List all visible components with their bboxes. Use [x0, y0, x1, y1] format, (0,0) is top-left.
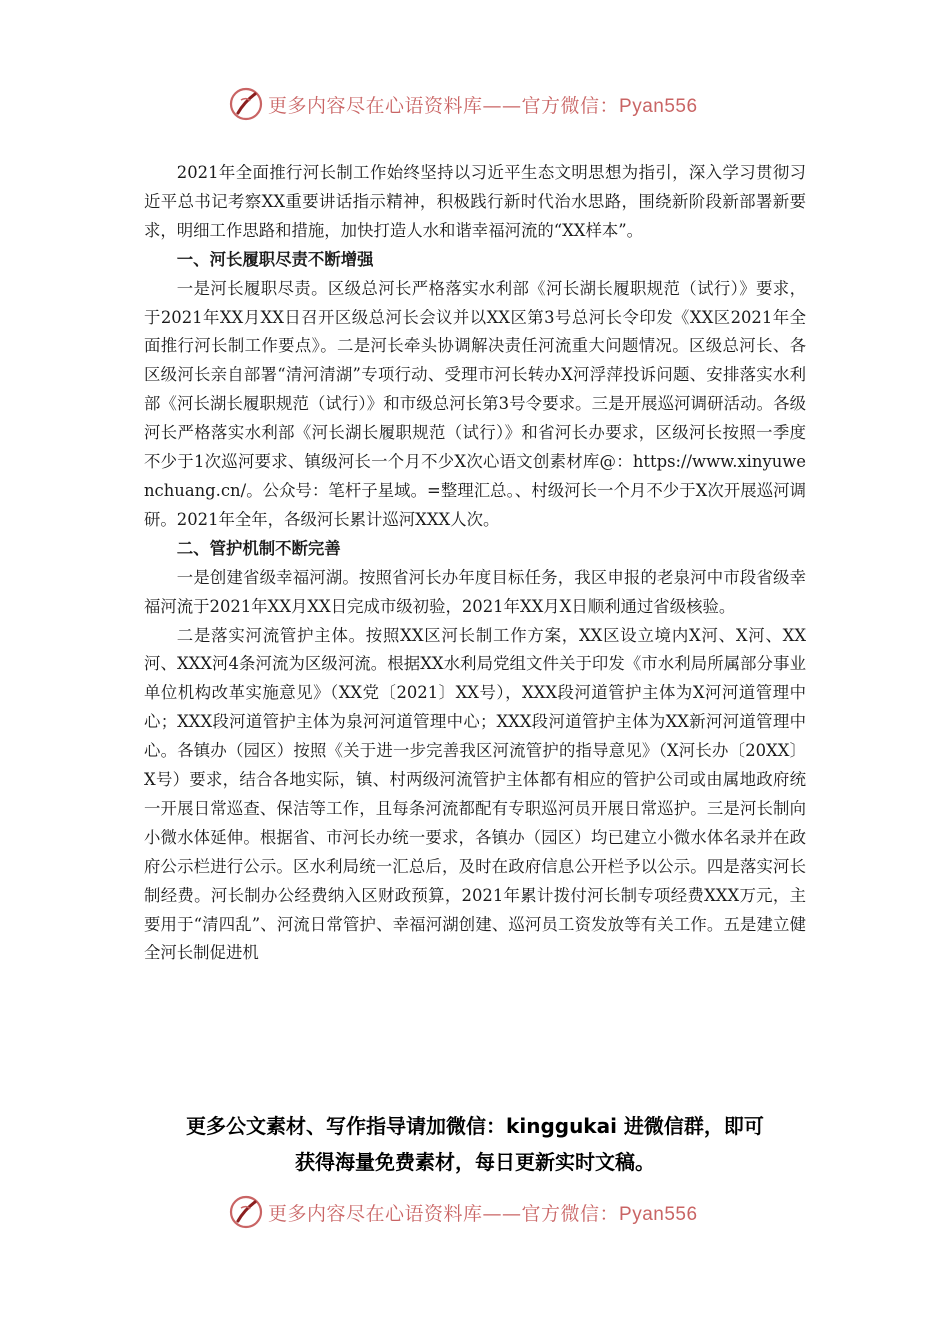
pen-logo-icon [228, 1194, 264, 1230]
section-1-paragraph: 一是河长履职尽责。区级总河长严格落实水利部《河长湖长履职规范（试行）》要求，于2021年XX月XX日召开区级总河长会议并以XX区第3号总河长令印发《XX区2021年全面推行河长制工作要点》。二是河长牵头协调解决责任河流重大问题情况。区级总河长、各区级河长亲自部署“清河清湖”专项行动、受理市河长转办X河浮萍投诉问题、安排落实水利部《河长湖长履职规范（试行）》和市级总河长第3号令要求。三是开展巡河调研活动。各级河长严格落实水利部《河长湖长履职规范（试行）》和省河长办要求，区级河长按照一季度不少于1次巡河要求、镇级河长一个月不少X次心语文创素材库@：https://www.xinyuwenchuang.cn/。公众号：笔杆子星域。=整理汇总。、村级河长一个月不少于X次开展巡河调研。2021年全年，各级河长累计巡河XXX人次。 [144, 278, 806, 529]
promo-line-1: 更多公文素材、写作指导请加微信：kinggukai 进微信群，即可 [186, 1114, 764, 1138]
section-heading-1: 一、河长履职尽责不断增强 [176, 249, 374, 269]
section-heading-2: 二、管护机制不断完善 [176, 538, 341, 558]
promo-line-2: 获得海量免费素材，每日更新实时文稿。 [295, 1150, 655, 1174]
banner-wechat-handle: Pyan556 [619, 1203, 698, 1225]
banner-text: 更多内容尽在心语资料库——官方微信：Pyan556 [268, 94, 698, 117]
pen-logo-icon [228, 86, 264, 122]
footer-banner [228, 1190, 698, 1234]
section-2-paragraph-2: 二是落实河流管护主体。按照XX区河长制工作方案，XX区设立境内X河、X河、XX河、XXX河4条河流为区级河流。根据XX水利局党组文件关于印发《市水利局所属部分事业单位机构改革实施意见》（XX党〔2021〕XX号），XXX段河道管护主体为X河河道管理中心；XXX段河道管护主体为泉河河道管理中心；XXX段河道管护主体为XX新河河道管理中心。各镇办（园区）按照《关于进一步完善我区河流管护的指导意见》（X河长办〔20XX〕X号）要求，结合各地实际，镇、村两级河流管护主体都有相应的管护公司或由属地政府统一开展日常巡查、保洁等工作，且每条河流都配有专职巡河员开展日常巡护。三是河长制向小微水体延伸。根据省、市河长办统一要求，各镇办（园区）均已建立小微水体名录并在政府公示栏进行公示。区水利局统一汇总后，及时在政府信息公开栏予以公示。四是落实河长制经费。河长制办公经费纳入区财政预算，2021年累计拨付河长制专项经费XXX万元，主要用于“清四乱”、河流日常管护、幸福河湖创建、巡河员工资发放等有关工作。五是建立健全河长制促进机 [144, 625, 806, 963]
document-body [144, 159, 806, 968]
intro-paragraph: 2021年全面推行河长制工作始终坚持以习近平生态文明思想为指引，深入学习贯彻习近平总书记考察XX重要讲话指示精神，积极践行新时代治水思路，围绕新阶段新部署新要求，明细工作思路和措施，加快打造人水和谐幸福河流的“XX样本”。 [144, 163, 806, 240]
banner-wechat-handle: Pyan556 [619, 95, 698, 117]
banner-text: 更多内容尽在心语资料库——官方微信：Pyan556 [268, 1202, 698, 1225]
section-2-paragraph-1: 一是创建省级幸福河湖。按照省河长办年度目标任务，我区申报的老泉河中市段省级幸福河流于2021年XX月XX日完成市级初验，2021年XX月X日顺利通过省级核验。 [144, 567, 806, 616]
header-banner [228, 82, 698, 126]
